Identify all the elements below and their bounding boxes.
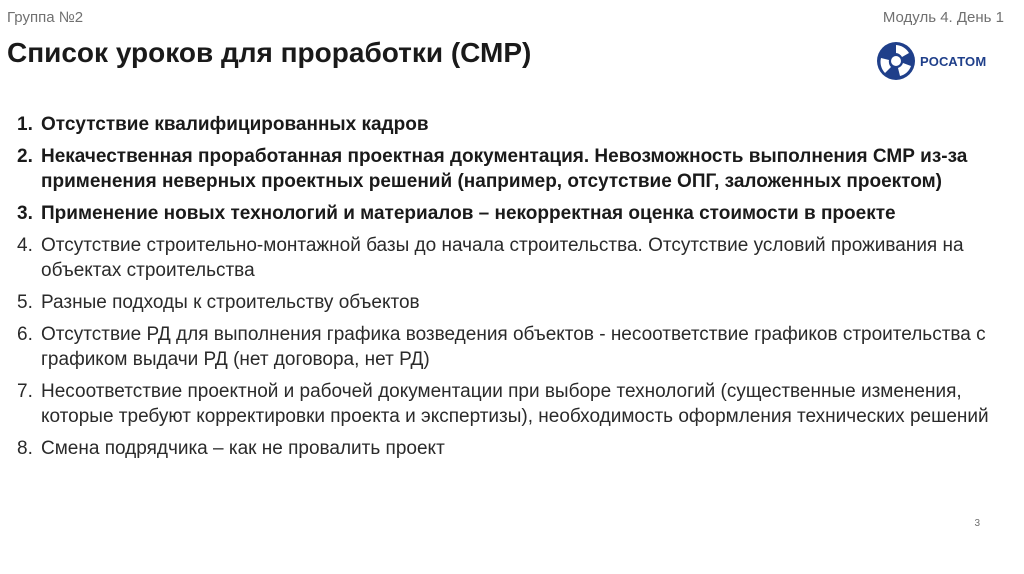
item-text: Смена подрядчика – как не провалить проект (41, 438, 445, 459)
item-number: 5. (17, 292, 33, 313)
item-number: 4. (17, 235, 33, 256)
list-item (17, 436, 1007, 461)
item-text: Применение новых технологий и материалов – некорректная оценка стоимости в проекте (41, 203, 896, 224)
item-text: Отсутствие квалифицированных кадров (41, 114, 429, 135)
rosatom-logo (876, 41, 986, 81)
list-item (17, 290, 1007, 315)
page-number: 3 (974, 518, 980, 529)
lessons-list (17, 112, 1007, 468)
list-item (17, 379, 1007, 429)
list-item (17, 112, 1007, 137)
slide-title: Список уроков для проработки (СМР) (7, 37, 532, 68)
item-number: 2. (17, 146, 33, 167)
item-number: 8. (17, 438, 33, 459)
item-number: 7. (17, 381, 33, 402)
item-text: Разные подходы к строительству объектов (41, 292, 420, 313)
rosatom-atom-icon (876, 41, 916, 81)
item-number: 1. (17, 114, 33, 135)
list-item (17, 233, 1007, 283)
list-item (17, 322, 1007, 372)
item-text: Некачественная проработанная проектная документация. Невозможность выполнения СМР из-за применения неверных проектных решений (например, отсутствие ОПГ, заложенных проектом) (41, 146, 968, 192)
list-item (17, 201, 1007, 226)
list-item (17, 144, 1007, 194)
item-text: Отсутствие строительно-монтажной базы до начала строительства. Отсутствие условий проживания на объектах строительства (41, 235, 964, 281)
group-label: Группа №2 (7, 9, 84, 26)
item-text: Несоответствие проектной и рабочей документации при выборе технологий (существенные изменения, которые требуют корректировки проекта и экспертизы), необходимость оформления технических решений (41, 381, 989, 427)
item-number: 6. (17, 324, 33, 345)
item-number: 3. (17, 203, 33, 224)
logo-text: РОСАТОМ (920, 53, 987, 69)
module-label: Модуль 4. День 1 (882, 9, 1004, 26)
item-text: Отсутствие РД для выполнения графика возведения объектов - несоответствие графиков строительства с графиком выдачи РД (нет договора, нет РД) (41, 324, 986, 370)
